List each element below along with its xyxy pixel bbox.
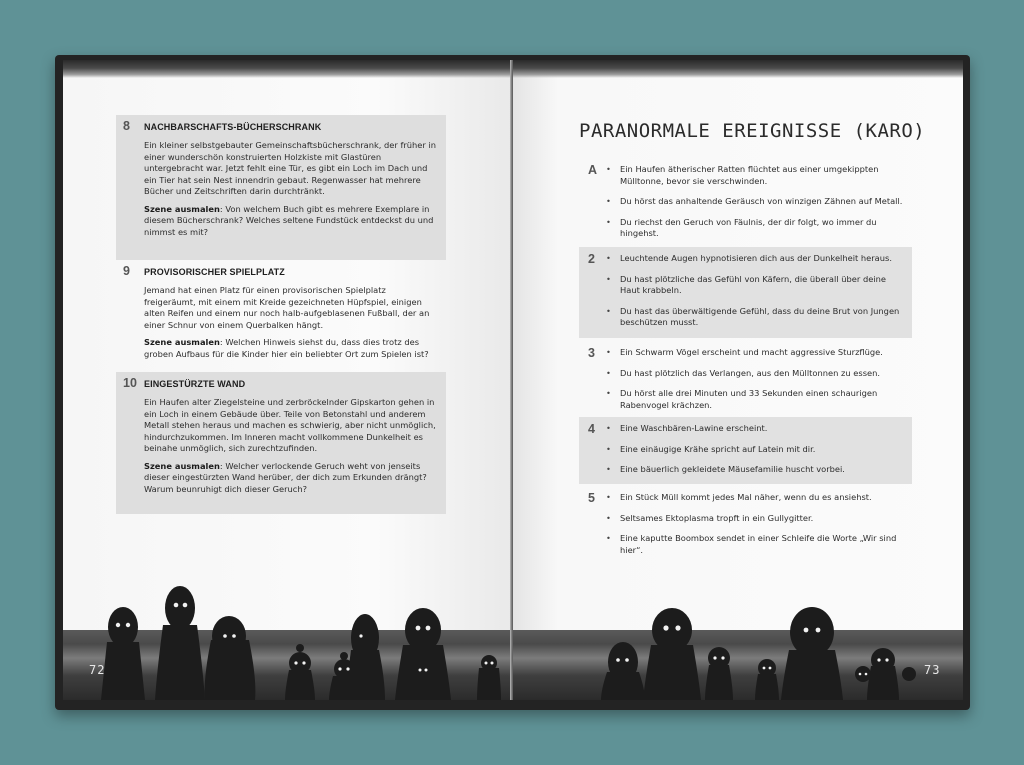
prompt-label: Szene ausmalen (144, 203, 220, 214)
group-key: 5 (588, 491, 595, 505)
group-key: A (588, 163, 598, 177)
event-item: • Du riechst den Geruch von Fäulnis, der dir folgt, wo immer du hingehst. (606, 217, 906, 240)
event-item: • Du hast das überwältigende Gefühl, dass du deine Brut von Jungen beschützen musst. (606, 306, 906, 329)
event-item: • Eine Waschbären-Lawine erscheint. (606, 423, 906, 435)
prompt-label: Szene ausmalen (144, 337, 220, 347)
event-item: • Eine kaputte Boombox sendet in einer Schleife die Worte „Wir sind hier“. (606, 533, 906, 556)
event-item: • Du hörst alle drei Minuten und 33 Sekunden einen schaurigen Rabenvogel krächzen. (606, 388, 906, 411)
prompt-label: Szene ausmalen (144, 460, 220, 471)
event-item: • Du hörst das anhaltende Geräusch von winzigen Zähnen auf Metall. (606, 196, 906, 208)
entry-description: Ein Haufen alter Ziegelsteine und zerbröckelnder Gipskarton gehen in ein Loch in einem Gebäude über. Teile von Betonstahl und anderem Metall stehen heraus und machen es schwierig, aber nicht unmöglich, hindurchzukommen. Im Inneren macht vollkommene Dunkelheit es beinahe unmöglich, sich zurechtzufinden. (144, 397, 436, 453)
event-item: • Eine bäuerlich gekleidete Mäusefamilie huscht vorbei. (606, 464, 906, 476)
entry-prompt: : Von welchem Buch gibt es mehrere Exemplare in diesem Bücherschrank? Welches seltene Fundstück entdeckst du und nimmst es mit? (144, 203, 434, 237)
event-item: • Ein Schwarm Vögel erscheint und macht aggressive Sturzflüge. (606, 347, 906, 359)
event-item: • Leuchtende Augen hypnotisieren dich aus der Dunkelheit heraus. (606, 253, 906, 265)
event-item: • Eine einäugige Krähe spricht auf Latein mit dir. (606, 444, 906, 456)
entry-number: 8 (123, 119, 130, 133)
group-key: 4 (588, 422, 595, 436)
group-key: 2 (588, 252, 595, 266)
entry-number: 10 (123, 376, 137, 390)
group-key: 3 (588, 346, 595, 360)
shadow-creatures-illustration (63, 60, 512, 700)
event-item: • Seltsames Ektoplasma tropft in ein Gullygitter. (606, 513, 906, 525)
page-title: PARANORMALE EREIGNISSE (KARO) (579, 120, 926, 142)
entry-title: EINGESTÜRZTE WAND (144, 379, 246, 389)
entry-number: 9 (123, 264, 130, 278)
page-number: 73 (924, 663, 941, 677)
event-item: • Ein Haufen ätherischer Ratten flüchtet aus einer umgekippten Mülltonne, bevor sie verschwinden. (606, 164, 906, 187)
left-page (63, 60, 512, 700)
entry-prompt: : Welchen Hinweis siehst du, dass dies trotz des groben Aufbaus für die Kinder hier ein beliebter Ort zum Spielen ist? (144, 337, 429, 359)
entry-title: PROVISORISCHER SPIELPLATZ (144, 267, 285, 277)
event-item: • Ein Stück Müll kommt jedes Mal näher, wenn du es ansiehst. (606, 492, 906, 504)
event-item: • Du hast plötzliche das Gefühl von Käfern, die überall über deine Haut krabbeln. (606, 274, 906, 297)
entry-title: NACHBARSCHAFTS-BÜCHERSCHRANK (144, 122, 322, 132)
entry-description: Jemand hat einen Platz für einen provisorischen Spielplatz freigeräumt, mit einem mit Kreide gezeichneten Hüpfspiel, einigen alten Reifen und einem nur noch halb-aufgeblasenen Fußball, der an einer Schnur von einem Querbalken hängt. (144, 285, 430, 330)
page-number: 72 (89, 663, 106, 677)
shadow-creatures-illustration (513, 60, 963, 700)
event-item: • Du hast plötzlich das Verlangen, aus den Mülltonnen zu essen. (606, 368, 906, 380)
right-page (513, 60, 963, 700)
entry-prompt: : Welcher verlockende Geruch weht von jenseits dieser eingestürzten Wand herüber, der dich zum Erkunden drängt? Warum beunruhigt dich dieser Geruch? (144, 460, 427, 494)
entry-description: Ein kleiner selbstgebauter Gemeinschaftsbücherschrank, der früher in einer wunderschön konstruierten Holzkiste mit Glastüren untergebracht war. Jetzt fehlt eine Tür, es gibt ein Loch im Dach und ein Tier hat sein Nest innendrin gebaut. Regenwasser hat mehrere Bücher und Zeitschriften darin durchtränkt. (144, 140, 437, 196)
